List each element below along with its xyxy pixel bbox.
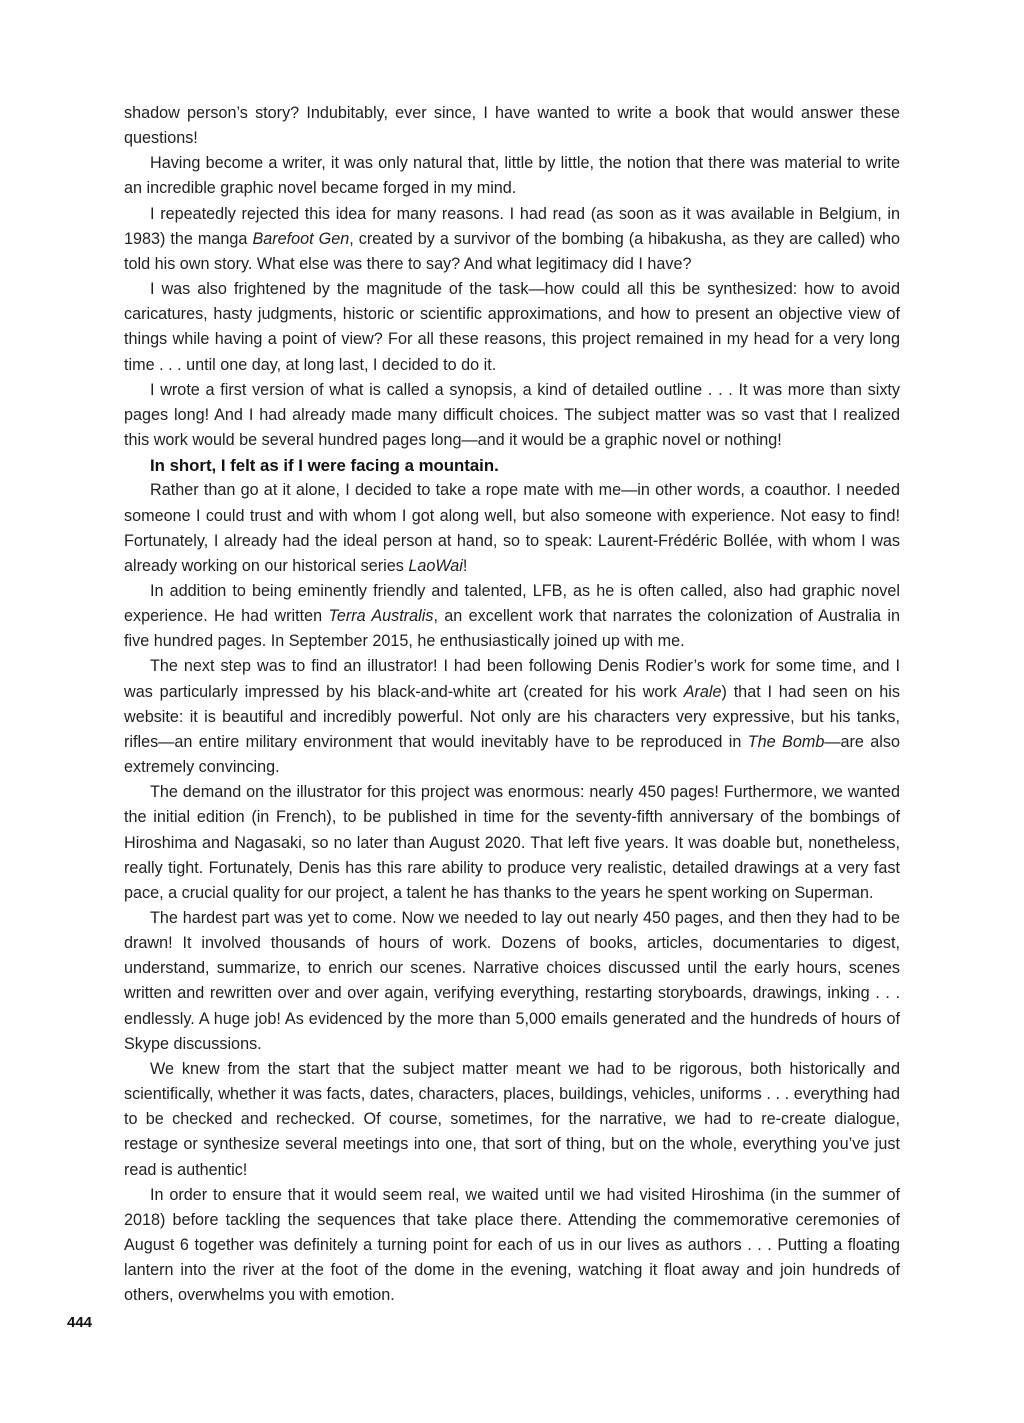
body-text	[124, 101, 900, 1309]
paragraph: Having become a writer, it was only natural that, little by little, the notion that there was material to write an incredible graphic novel became forged in my mind.	[124, 154, 900, 198]
paragraph: Rather than go at it alone, I decided to take a rope mate with me—in other words, a coauthor. I needed someone I could trust and with whom I got along well, but also someone with experience. Not easy to find! Fortunately, I already had the ideal person at hand, so to speak: Laurent-Frédéric Bollée, with whom I was already working on our historical series LaoWai!	[124, 481, 900, 575]
paragraph: shadow person’s story? Indubitably, ever since, I have wanted to write a book that would answer these questions!	[124, 104, 900, 148]
paragraph: The hardest part was yet to come. Now we needed to lay out nearly 450 pages, and then they had to be drawn! It involved thousands of hours of work. Dozens of books, articles, documentaries to digest, understand, summarize, to enrich our scenes. Narrative choices discussed until the early hours, scenes written and rewritten over and over again, verifying everything, restarting storyboards, drawings, inking . . . endlessly. A huge job! As evidenced by the more than 5,000 emails generated and the hundreds of hours of Skype discussions.	[124, 909, 900, 1053]
paragraph: I wrote a first version of what is called a synopsis, a kind of detailed outline . . . It was more than sixty pages long! And I had already made many difficult choices. The subject matter was so vast that I realized this work would be several hundred pages long—and it would be a graphic novel or nothing!	[124, 380, 900, 450]
book-title: Terra Australis	[328, 607, 434, 626]
book-title: The Bomb	[747, 732, 825, 751]
paragraph: The next step was to find an illustrator! I had been following Denis Rodier’s work for some time, and I was particularly impressed by his black-and-white art (created for his work Arale) that I had seen on his website: it is beautiful and incredibly powerful. Not only are his characters very expressive, but his tanks, rifles—an entire military environment that would inevitably have to be reproduced in The Bomb—are also extremely convincing.	[124, 657, 900, 777]
work-title: Arale	[683, 682, 722, 701]
series-title: LaoWai	[408, 556, 463, 575]
book-title: Barefoot Gen	[252, 229, 350, 248]
paragraph: We knew from the start that the subject matter meant we had to be rigorous, both historically and scientifically, whether it was facts, dates, characters, places, buildings, vehicles, uniforms . . . everything had to be checked and rechecked. Of course, sometimes, for the narrative, we had to re-create dialogue, restage or synthesize several meetings into one, that sort of thing, but on the whole, everything you’ve just read is authentic!	[124, 1059, 900, 1179]
page-number: 444	[67, 1314, 93, 1331]
emphasis-paragraph: In short, I felt as if I were facing a mountain.	[150, 456, 499, 476]
paragraph: In order to ensure that it would seem real, we waited until we had visited Hiroshima (in the summer of 2018) before tackling the sequences that take place there. Attending the commemorative ceremonies of August 6 together was definitely a turning point for each of us in our lives as authors . . . Putting a floating lantern into the river at the foot of the dome in the evening, watching it float away and join hundreds of others, overwhelms you with emotion.	[124, 1185, 900, 1305]
paragraph: I repeatedly rejected this idea for many reasons. I had read (as soon as it was available in Belgium, in 1983) the manga Barefoot Gen, created by a survivor of the bombing (a hibakusha, as they are called) who told his own story. What else was there to say? And what legitimacy did I have?	[124, 204, 900, 273]
paragraph: In addition to being eminently friendly and talented, LFB, as he is often called, also had graphic novel experience. He had written Terra Australis, an excellent work that narrates the colonization of Australia in five hundred pages. In September 2015, he enthusiastically joined up with me.	[124, 581, 900, 651]
paragraph: The demand on the illustrator for this project was enormous: nearly 450 pages! Furthermore, we wanted the initial edition (in French), to be published in time for the seventy-fifth anniversary of the bombings of Hiroshima and Nagasaki, so no later than August 2020. That left five years. It was doable but, nonetheless, really tight. Fortunately, Denis has this rare ability to produce very realistic, detailed drawings at a very fast pace, a crucial quality for our project, a talent he has thanks to the years he spent working on Superman.	[124, 783, 900, 902]
paragraph: I was also frightened by the magnitude of the task—how could all this be synthesized: how to avoid caricatures, hasty judgments, historic or scientific approximations, and how to present an objective view of things while having a point of view? For all these reasons, this project remained in my head for a very long time . . . until one day, at long last, I decided to do it.	[124, 280, 900, 374]
